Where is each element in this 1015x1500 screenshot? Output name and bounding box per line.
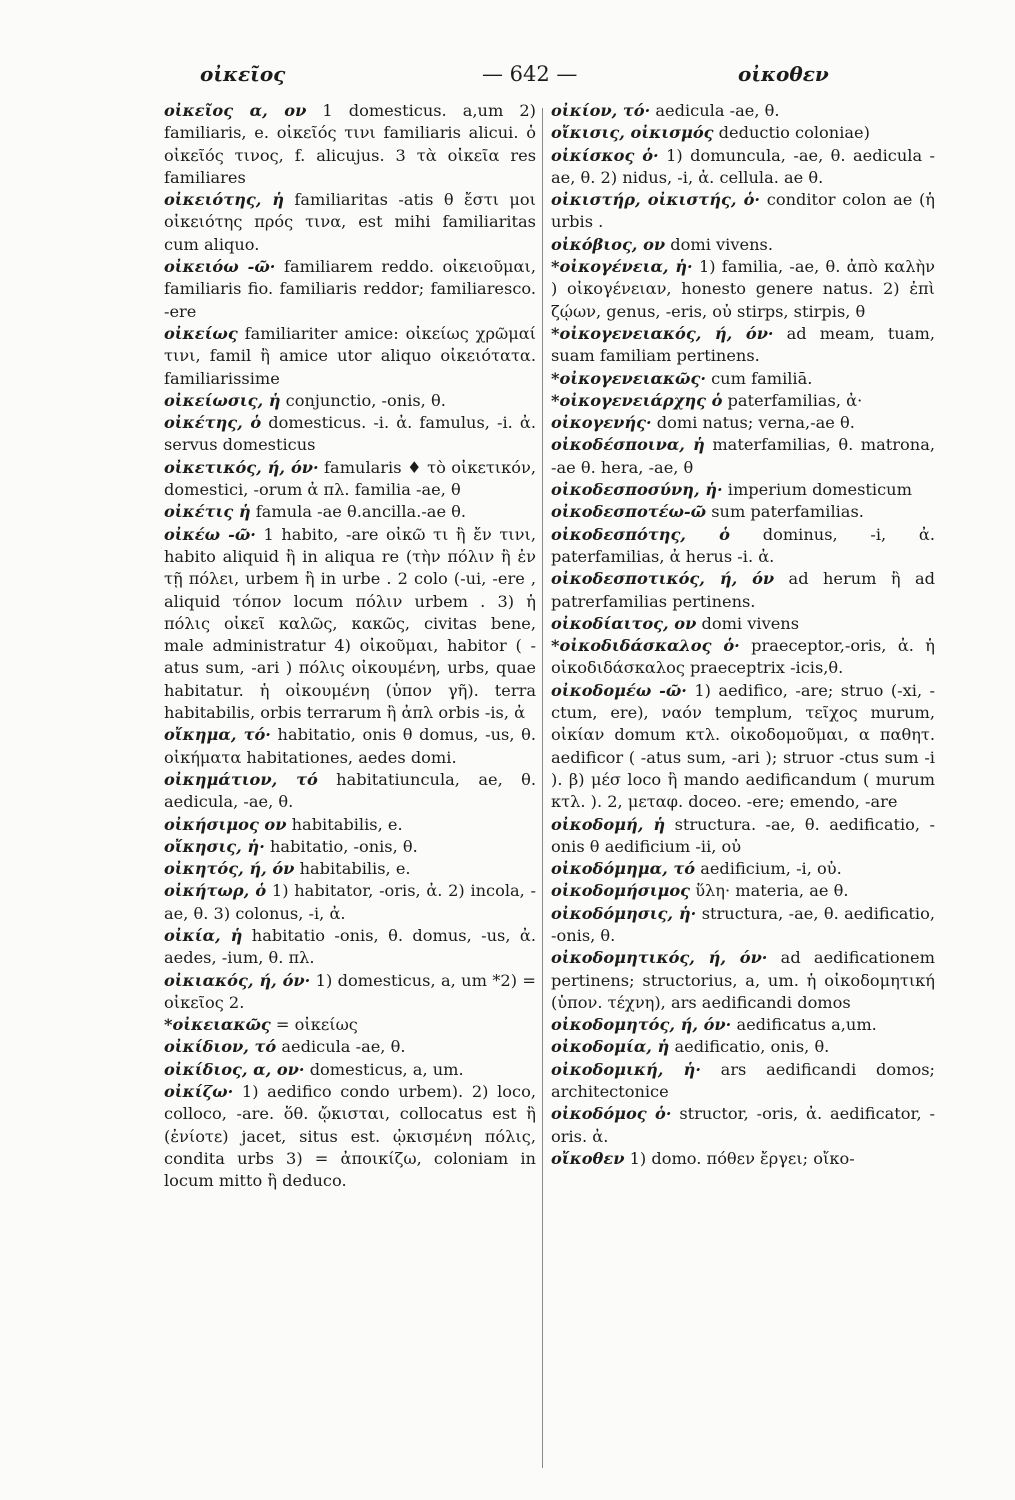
dictionary-entry bbox=[551, 122, 935, 144]
entry-definition: 1) aedifico, -are; struo (-xi, -ctum, ere), ναόν templum, τεῖχος murum, οἰκίαν domum κτλ. οἰκοδομοῦμαι, α παθητ. aedificor ( -atus sum, -ari ); struor -ctus sum -i ). β) μέσ loco ἢ mando aedificandum ( murum κτλ. ). 2, μεταφ. doceo. -ere; emendo, -are bbox=[551, 680, 935, 812]
dictionary-entry bbox=[551, 234, 935, 256]
entry-headword: οἰκία, ἡ bbox=[164, 925, 243, 945]
entry-definition: familiarem reddo. οἰκειοῦμαι, familiaris fio. familiaris reddor; familiaresco. -ere bbox=[164, 257, 536, 321]
entry-headword: *οἰκογενειάρχης ὁ bbox=[551, 390, 723, 410]
entry-headword: οἰκίδιον, τό bbox=[164, 1037, 277, 1057]
dictionary-entry bbox=[164, 501, 536, 523]
entry-definition: imperium domesticum bbox=[722, 480, 912, 500]
dictionary-entry bbox=[164, 412, 536, 457]
entry-headword: οἴκοθεν bbox=[551, 1148, 625, 1168]
entry-headword: *οἰκειακῶς bbox=[164, 1015, 271, 1035]
entry-headword: οἰκοδόμος ὁ· bbox=[551, 1104, 672, 1124]
entry-headword: οἰκοδομητικός, ή, όν· bbox=[551, 948, 768, 968]
entry-definition: dominus, -i, ἀ. paterfamilias, ἀ herus -i. ἀ. bbox=[551, 524, 935, 566]
dictionary-entry bbox=[551, 1014, 935, 1036]
entry-definition: 1 habito, -are οἰκῶ τι ἢ ἔν τινι, habito aliquid ἢ in aliqua re (τὴν πόλιν ἢ ἐν τῇ πόλει, urbem ἢ in urbe . 2 colo (-ui, -ere , aliquid τόπον locum πόλιν urbem . 3) ἡ πόλις οἰκεῖ καλῶς, κακῶς, civitas bene, male administratur 4) οἰκοῦμαι, habitor ( -atus sum, -ari ) πόλις οἰκουμένη, urbs, quae habitatur. ἡ οἰκουμένη (ὑπον γῆ). terra habitabilis, orbis terrarum ἢ ἀπλ orbis -is, ἀ bbox=[164, 524, 536, 723]
entry-headword: οἰκόβιος, ον bbox=[551, 234, 666, 254]
entry-headword: οἰκέω -ῶ· bbox=[164, 524, 256, 544]
dictionary-entry bbox=[551, 635, 935, 680]
dictionary-entry bbox=[164, 189, 536, 256]
entry-headword: οἰκίον, τό· bbox=[551, 101, 651, 120]
dictionary-entry bbox=[551, 256, 935, 323]
entry-definition: structor, -oris, ἀ. aedificator, -oris. ἀ. bbox=[551, 1104, 935, 1146]
dictionary-entry bbox=[164, 1014, 536, 1036]
entry-headword: οἰκείως bbox=[164, 323, 238, 343]
entry-definition: deductio coloniae) bbox=[713, 123, 870, 143]
dictionary-entry bbox=[164, 814, 536, 836]
entry-headword: οἰκίζω· bbox=[164, 1082, 234, 1102]
page-number: — 642 — bbox=[482, 62, 578, 86]
entry-headword: οἰκεῖος α, ον bbox=[164, 101, 307, 120]
entry-headword: οἰκοδεσποσύνη, ἡ· bbox=[551, 480, 723, 500]
entry-headword: οἰκήσιμος ον bbox=[164, 814, 287, 834]
entry-definition: habitatio, -onis, θ. bbox=[264, 836, 418, 856]
entry-headword: οἴκημα, τό· bbox=[164, 725, 271, 745]
dictionary-entry bbox=[551, 323, 935, 368]
right-column bbox=[551, 100, 935, 1490]
entry-headword: οἰκέτης, ὁ bbox=[164, 413, 262, 433]
right-guideword: οἰκοθεν bbox=[738, 62, 829, 86]
running-head bbox=[0, 52, 1015, 88]
entry-definition: ad meam, tuam, suam familiam pertinens. bbox=[551, 323, 935, 366]
dictionary-entry bbox=[164, 256, 536, 323]
dictionary-entry bbox=[164, 390, 536, 412]
entry-headword: *οἰκογένεια, ἡ· bbox=[551, 257, 693, 277]
entry-headword: *οἰκογενειακός, ή, όν· bbox=[551, 323, 774, 343]
entry-definition: familiariter amice: οἰκείως χρῶμαί τινι, famil ἢ amice utor aliquo οἰκειότατα. familiarissime bbox=[164, 323, 536, 388]
entry-headword: οἰκοδίαιτος, ον bbox=[551, 613, 697, 633]
entry-headword: οἰκητός, ή, όν bbox=[164, 859, 295, 879]
entry-headword: οἰκιστήρ, οἰκιστής, ὁ· bbox=[551, 190, 761, 210]
entry-definition: ad herum ἢ ad patrerfamilias pertinens. bbox=[551, 569, 935, 611]
dictionary-entry bbox=[164, 323, 536, 390]
entry-headword: οἰκοδομή, ἡ bbox=[551, 814, 666, 834]
entry-headword: οἰκοδομία, ἡ bbox=[551, 1037, 670, 1057]
dictionary-entry bbox=[164, 836, 536, 858]
entry-definition: habitabilis, e. bbox=[286, 814, 403, 834]
entry-definition: ad aedificationem pertinens; structorius, a, um. ἡ οἰκοδομητική (ὑπον. τέχνη), ars aedificandi domos bbox=[551, 948, 935, 1012]
entry-definition: habitatiuncula, ae, θ. aedicula, -ae, θ. bbox=[164, 769, 536, 812]
dictionary-entry bbox=[551, 189, 935, 234]
entry-headword: οἰκιακός, ή, όν· bbox=[164, 970, 311, 990]
entry-definition: domi natus; verna,-ae θ. bbox=[651, 413, 855, 433]
entry-definition: praeceptor,-oris, ἀ. ἡ οἰκοδιδάσκαλος praeceptrix -icis,θ. bbox=[551, 636, 935, 678]
entry-definition: habitatio -onis, θ. domus, -us, ἀ. aedes, -ium, θ. πλ. bbox=[164, 925, 536, 968]
entry-definition: habitabilis, e. bbox=[294, 859, 411, 879]
dictionary-entry bbox=[551, 412, 935, 434]
entry-definition: 1 domesticus. a,um 2) familiaris, e. οἰκεῖός τινι familiaris alicui. ὁ οἰκεῖός τινος, f. alicujus. 3 τὰ οἰκεῖα res familiares bbox=[164, 101, 536, 187]
entry-headword: οἰκίσκος ὁ· bbox=[551, 145, 659, 165]
entry-definition: ὕλη· materia, ae θ. bbox=[690, 881, 849, 901]
entry-headword: οἰκήτωρ, ὁ bbox=[164, 881, 267, 901]
entry-headword: οἰκετικός, ή, όν· bbox=[164, 457, 319, 477]
dictionary-entry bbox=[551, 368, 935, 390]
left-guideword: οἰκεῖος bbox=[200, 62, 286, 86]
entry-definition: conjunctio, -onis, θ. bbox=[280, 390, 446, 410]
entry-definition: conditor colon ae (ἡ urbis . bbox=[551, 190, 935, 232]
dictionary-entry bbox=[164, 769, 536, 814]
entry-headword: οἰκοδομήσιμος bbox=[551, 881, 691, 901]
dictionary-entry bbox=[551, 613, 935, 635]
entry-definition: structura, -ae, θ. aedificatio, -onis, θ. bbox=[551, 903, 935, 945]
dictionary-entry bbox=[164, 100, 536, 189]
entry-definition: 1) habitator, -oris, ἀ. 2) incola, -ae, θ. 3) colonus, -i, ἀ. bbox=[164, 881, 536, 923]
entry-headword: *οἰκογενειακῶς· bbox=[551, 368, 706, 388]
entry-headword: οἴκησις, ἡ· bbox=[164, 836, 265, 856]
dictionary-entry bbox=[551, 479, 935, 501]
dictionary-entry bbox=[551, 390, 935, 412]
dictionary-entry bbox=[551, 1036, 935, 1058]
entry-headword: οἰκοδομική, ἡ· bbox=[551, 1059, 701, 1079]
entry-definition: aedificium, -i, οὐ. bbox=[695, 859, 842, 879]
dictionary-entry bbox=[551, 145, 935, 190]
dictionary-entry bbox=[164, 925, 536, 970]
entry-definition: aedificatus a,um. bbox=[731, 1015, 877, 1035]
entry-definition: aedicula -ae, θ. bbox=[650, 101, 780, 120]
entry-headword: οἰκοδομέω -ῶ· bbox=[551, 680, 687, 700]
entry-headword: οἰκειόω -ῶ· bbox=[164, 257, 276, 277]
entry-definition: famula -ae θ.ancilla.-ae θ. bbox=[250, 502, 467, 522]
entry-definition: materfamilias, θ. matrona, -ae θ. hera, -ae, θ bbox=[551, 435, 935, 477]
dictionary-entry bbox=[551, 903, 935, 948]
dictionary-entry bbox=[164, 880, 536, 925]
entry-definition: aedificatio, onis, θ. bbox=[669, 1037, 830, 1057]
dictionary-entry bbox=[164, 524, 536, 725]
left-column bbox=[164, 100, 536, 1490]
entry-headword: οἰκοδεσποτέω-ῶ bbox=[551, 502, 707, 522]
entry-headword: οἰκοδέσποινα, ἡ bbox=[551, 435, 705, 455]
entry-definition: 1) aedifico condo urbem). 2) loco, colloco, -are. ὅθ. ᾤκισται, collocatus est ἢ (ἐνίοτε) jacet, situs est. ᾠκισμένη πόλις, condita urbs 3) = ἀποικίζω, coloniam in locum mitto ἢ deduco. bbox=[164, 1082, 536, 1191]
entry-headword: οἰκέτις ἡ bbox=[164, 502, 251, 522]
dictionary-entry bbox=[551, 1148, 935, 1170]
entry-definition: paterfamilias, ἀ· bbox=[722, 390, 863, 410]
entry-definition: familiaritas -atis θ ἔστι μοι οἰκειότης πρός τινα, est mihi familiaritas cum aliquo. bbox=[164, 190, 536, 254]
dictionary-entry bbox=[551, 680, 935, 814]
dictionary-entry bbox=[551, 1103, 935, 1148]
entry-definition: 1) domesticus, a, um *2) = οἰκεῖος 2. bbox=[164, 970, 536, 1012]
entry-definition: cum familiā. bbox=[705, 368, 813, 388]
dictionary-entry bbox=[164, 1081, 536, 1192]
entry-headword: *οἰκοδιδάσκαλος ὁ· bbox=[551, 636, 740, 656]
entry-headword: οἰκημάτιον, τό bbox=[164, 769, 318, 789]
entry-headword: οἴκισις, οἰκισμός bbox=[551, 123, 714, 143]
dictionary-entry bbox=[551, 1059, 935, 1104]
entry-headword: οἰκοδεσπότης, ὁ bbox=[551, 524, 730, 544]
entry-definition: ars aedificandi domos; architectonice bbox=[551, 1059, 935, 1102]
entry-definition: domesticus. -i. ἀ. famulus, -i. ἀ. servus domesticus bbox=[164, 413, 536, 455]
entry-headword: οἰκοδόμησις, ἡ· bbox=[551, 903, 697, 923]
dictionary-entry bbox=[551, 100, 935, 122]
entry-definition: 1) familia, -ae, θ. ἀπὸ καλὴν ) οἰκογένειαν, honesto genere natus. 2) ἐπὶ ζῴων, genus, -eris, οὐ stirps, stirpis, θ bbox=[551, 257, 935, 321]
dictionary-entry bbox=[551, 501, 935, 523]
entry-definition: domesticus, a, um. bbox=[304, 1059, 464, 1079]
column-divider bbox=[542, 108, 543, 1468]
dictionary-entry bbox=[164, 858, 536, 880]
entry-definition: aedicula -ae, θ. bbox=[276, 1037, 406, 1057]
entry-definition: famularis ♦ τὸ οἰκετικόν, domestici, -orum ἀ πλ. familia -ae, θ bbox=[164, 457, 536, 500]
entry-headword: οἰκοδόμημα, τό bbox=[551, 859, 696, 879]
entry-definition: domi vivens. bbox=[665, 234, 773, 254]
dictionary-entry bbox=[164, 1059, 536, 1081]
entry-headword: οἰκείωσις, ἡ bbox=[164, 390, 281, 410]
entry-definition: sum paterfamilias. bbox=[706, 502, 864, 522]
dictionary-entry bbox=[551, 568, 935, 613]
dictionary-entry bbox=[551, 880, 935, 902]
dictionary-entry bbox=[551, 947, 935, 1014]
entry-headword: οἰκοδεσποτικός, ή, όν bbox=[551, 569, 775, 589]
entry-definition: domi vivens bbox=[696, 613, 800, 633]
dictionary-entry bbox=[164, 970, 536, 1015]
dictionary-entry bbox=[551, 524, 935, 569]
entry-headword: οἰκίδιος, α, ον· bbox=[164, 1059, 305, 1079]
entry-headword: οἰκογενής· bbox=[551, 413, 652, 433]
entry-headword: οἰκειότης, ἡ bbox=[164, 190, 285, 210]
entry-definition: 1) domuncula, -ae, θ. aedicula -ae, θ. 2) nidus, -i, ἀ. cellula. ae θ. bbox=[551, 145, 935, 187]
dictionary-entry bbox=[164, 457, 536, 502]
entry-definition: = οἰκείως bbox=[270, 1015, 358, 1035]
dictionary-entry bbox=[551, 434, 935, 479]
dictionary-entry bbox=[551, 814, 935, 859]
dictionary-entry bbox=[164, 1036, 536, 1058]
entry-definition: habitatio, onis θ domus, -us, θ. οἰκήματα habitationes, aedes domi. bbox=[164, 725, 536, 767]
dictionary-entry bbox=[551, 858, 935, 880]
entry-definition: structura. -ae, θ. aedificatio, -onis θ aedificium -ii, οὐ bbox=[551, 814, 935, 856]
dictionary-entry bbox=[164, 724, 536, 769]
entry-headword: οἰκοδομητός, ή, όν· bbox=[551, 1015, 732, 1035]
entry-definition: 1) domo. πόθεν ἔργει; οἴκο- bbox=[624, 1148, 855, 1168]
